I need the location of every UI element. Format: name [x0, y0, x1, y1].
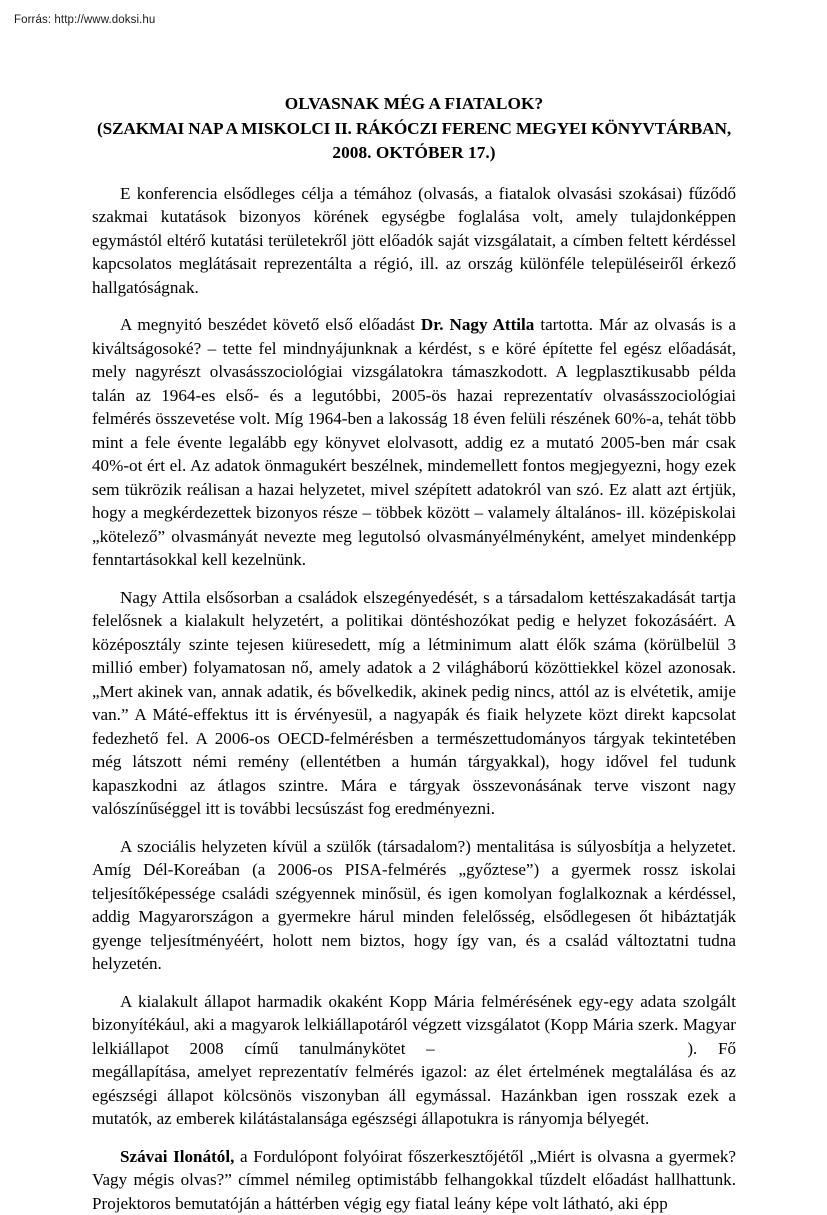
document-body [92, 182, 736, 1215]
source-url-header: Forrás: http://www.doksi.hu [14, 14, 156, 26]
paragraph-poverty-analysis-text: Nagy Attila elsősorban a családok elszegényedését, s a társadalom kettészakadását tartja felelősnek a kialakult helyzetért, a politikai döntéshozókat pedig e helyzet fokozásáért. A középosztály szinte tejesen kiüresedett, míg a létminimum alatt élők száma (körülbelül 3 millió ember) folyamatosan nő, amely adatok a 2 világháború közöttiekkel közel azonosak. „Mert akinek van, annak adatik, és bővelkedik, akinek pedig nincs, attól az is elvétetik, amije van.” A Máté-effektus itt is érvényesül, a nagyapák és fiaik helyzete közt direkt kapcsolat fedezhető fel. A 2006-os OECD-felmérésben a természettudományos tárgyak tekintetében még látszott némi remény (ellentétben a humán tárgyakkal), hogy idővel fel tudunk kapaszkodni az átlagos szintre. Mára e tárgyak összevonásának terve viszont nagy valószínűséggel itt is további lecsúszást fog eredményezni. [92, 587, 736, 819]
page-title-line-1: OLVASNAK MÉG A FIATALOK? [284, 94, 544, 113]
paragraph-poverty-analysis [92, 586, 736, 821]
speaker-name-szavai-ilona: Szávai Ilonától, [120, 1146, 235, 1166]
paragraph-intro-text: E konferencia elsődleges célja a témához (olvasás, a fiatalok olvasási szokásai) fűződő szakmai kutatások bizonyos körének egységbe foglalása volt, amely tulajdonképpen egymástól eltérő kutatási területekről jött előadók saját vizsgálatait, a címben feltett kérdéssel kapcsolatos meglátásait reprezentálta a régió, ill. az ország különféle településeiről érkező hallgatóságnak. [92, 183, 736, 297]
page-title-line-2: (SZAKMAI NAP A MISKOLCI II. RÁKÓCZI FERENC MEGYEI KÖNYVTÁRBAN, [96, 118, 731, 138]
paragraph-nagy-attila-rest: tartotta. Már az olvasás is a kiváltságosoké? – tette fel mindnyájunknak a kérdést, s e köré építette fel egész előadását, mely nagyrészt olvasásszociológiai vizsgálatokra támaszkodott. A legplasztikusabb példa talán az 1964-es első- és a legutóbbi, 2005-ös hazai reprezentatív olvasásszociológiai felmérés összevetése volt. Míg 1964-ben a lakosság 18 éven felüli részének 60%-a, tehát több mint a fele évente legalább egy könyvet elolvasott, addig ez a mutató 2005-ben már csak 40%-ot ért el. Az adatok önmagukért beszélnek, mindemellett fontos megjegyezni, hogy ezek sem tükrözik reálisan a hazai helyzetet, mivel szépített adatokról van szó. Ez alatt azt értjük, hogy a megkérdezettek bizonyos része – többek között – valamely általános- ill. középiskolai „kötelező” olvasmányát nevezte meg legutolsó olvasmányélményként, amelyet mindenképp fenntartásokkal kell kezelnünk. [92, 315, 736, 570]
paragraph-social-mentality [92, 835, 736, 976]
paragraph-social-mentality-text: A szociális helyzeten kívül a szülők (társadalom?) mentalitása is súlyosbítja a helyzetet. Amíg Dél-Koreában (a 2006-os PISA-felmérés „győztese”) a gyermek rossz iskolai teljesítőképessége családi szégyennek minősül, és igen komolyan foglalkoznak a kérdéssel, addig Magyarországon a gyermekre hárul minden felelősség, elsődlegesen őt hibáztatják gyenge teljesítményéért, holott nem biztos, hogy így van, és a család változtatni tudna helyzetén. [92, 836, 736, 974]
paragraph-kopp-maria-survey [92, 990, 736, 1131]
paragraph-nagy-attila-lecture [92, 313, 736, 572]
page-title [92, 92, 736, 166]
paragraph-szavai-ilona-rest: a Fordulópont folyóirat főszerkesztőjétől „Miért is olvasna a gyermek? Vagy mégis olvas?” címmel némileg optimistább felhangokkal tűzdelt előadást hallhattunk. Projektoros bemutatóján a háttérben végig egy fiatal leány képe volt látható, aki épp [92, 1146, 736, 1213]
page-title-line-3: 2008. OKTÓBER 17.) [332, 143, 496, 163]
speaker-name-nagy-attila: Dr. Nagy Attila [420, 315, 535, 335]
paragraph-kopp-maria-lead: A kialakult állapot harmadik okaként Kopp Mária felmérésének egy-egy adata szolgált bizonyítékául, aki a magyarok lelkiállapotáról végzett vizsgálatot (Kopp Mária szerk. Magyar lelkiállapot 2008 című tanulmánykötet – [92, 991, 736, 1058]
paragraph-kopp-maria-rest: ). Fő megállapítása, amelyet reprezentatív felmérés igazol: az élet értelmének megtalálása és az egészségi állapot kölcsönös viszonyban áll egymással. Hazánkban igen rosszak ezek a mutatók, az emberek kilátástalansága egészségi állapotukra is rányomja bélyegét. [92, 1038, 737, 1129]
paragraph-nagy-attila-lead: A megnyitó beszédet követő első előadást [120, 315, 421, 335]
paragraph-intro [92, 182, 736, 300]
paragraph-szavai-ilona-lecture [92, 1145, 736, 1215]
